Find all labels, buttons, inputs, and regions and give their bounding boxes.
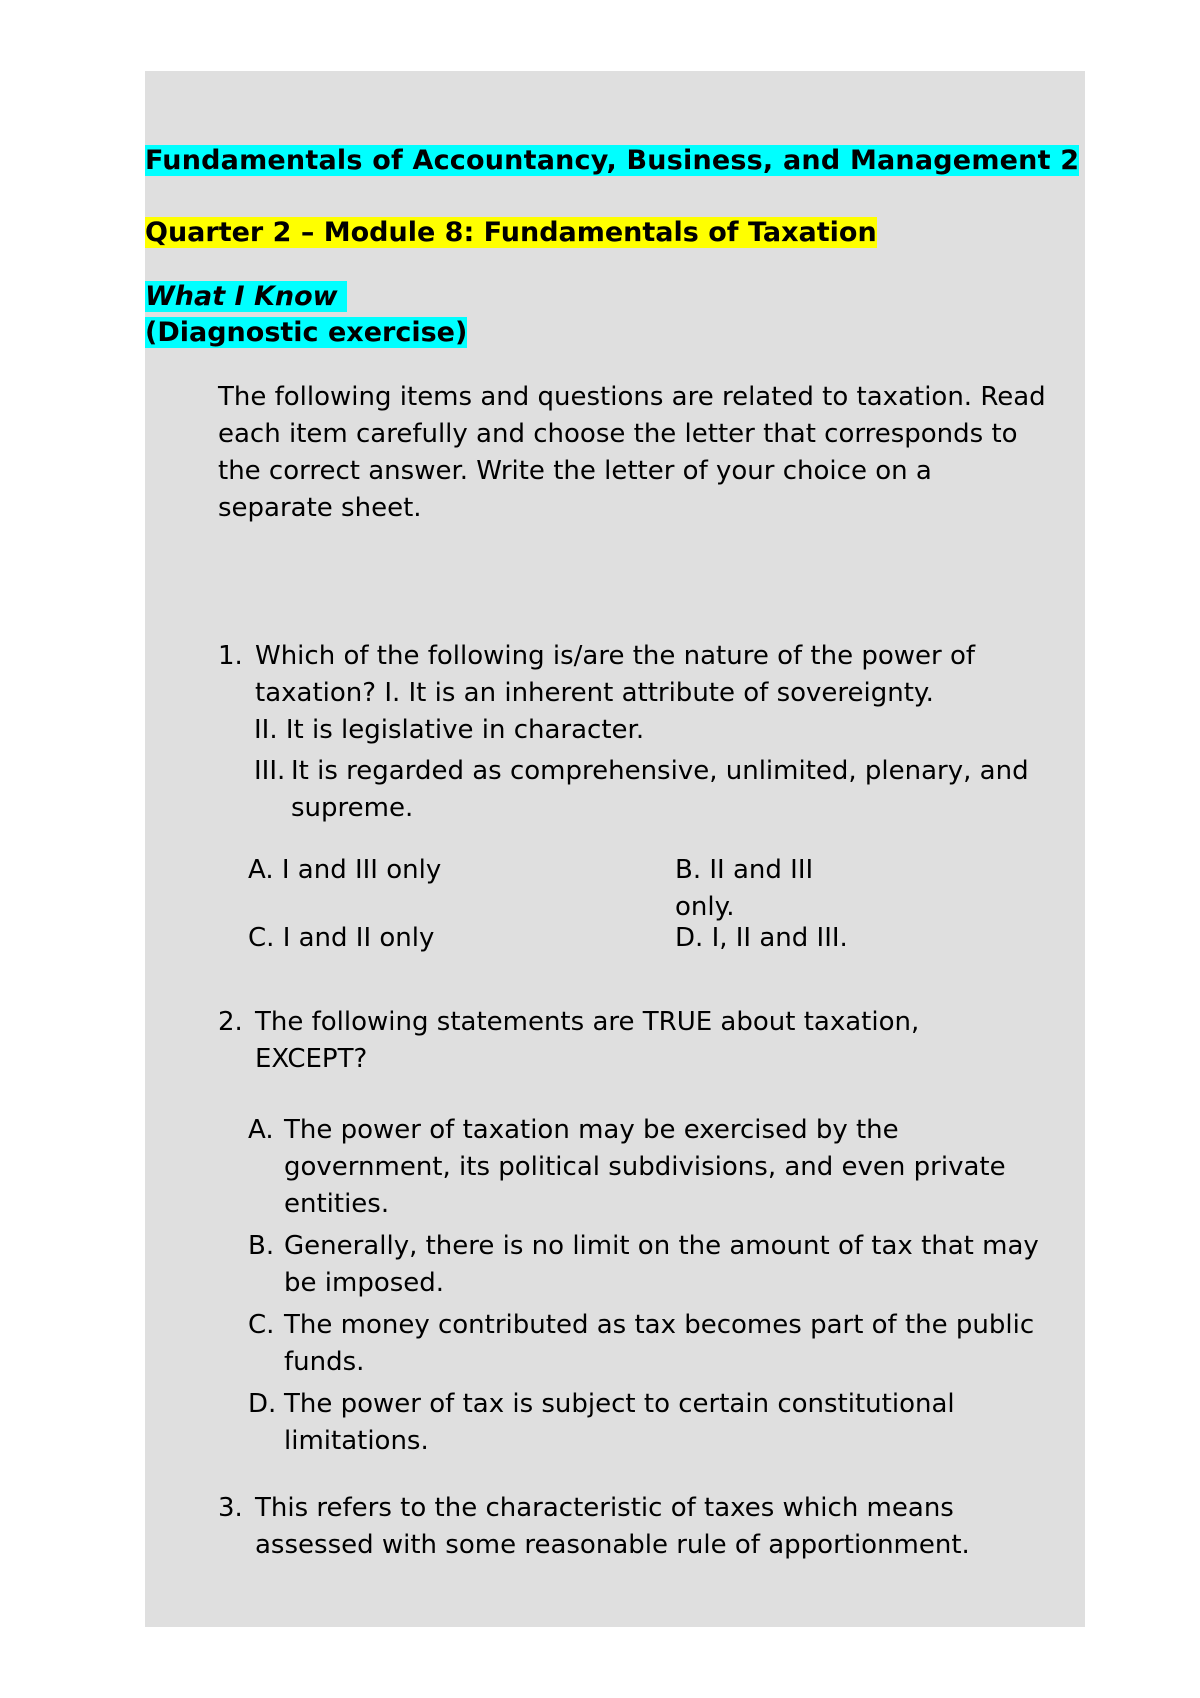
option-text: I, II and III. xyxy=(711,923,848,953)
statement-ii xyxy=(254,712,1044,749)
module-subtitle xyxy=(145,215,877,251)
document-title-text: Fundamentals of Accountancy, Business, and Management 2 xyxy=(145,145,1080,176)
q1-option-d[interactable] xyxy=(675,920,1035,957)
option-label: D. xyxy=(675,923,704,953)
q1-option-a[interactable] xyxy=(248,852,638,889)
option-text: I and III only xyxy=(281,855,442,885)
question-number: 2. xyxy=(218,1007,243,1037)
option-text: I and II only xyxy=(282,923,435,953)
q1-option-b[interactable] xyxy=(675,852,875,926)
instructions-paragraph: The following items and questions are related to taxation. Read each item carefully and choose the letter that corresponds to the correct answer. Write the letter of your choice on a separate sheet. xyxy=(218,382,1046,523)
option-text: Generally, there is no limit on the amount of tax that may be imposed. xyxy=(284,1231,1039,1298)
document-title xyxy=(145,143,1085,179)
question-text: This refers to the characteristic of taxes which means assessed with some reasonable rule of apportionment. xyxy=(255,1493,970,1560)
question-3 xyxy=(218,1490,1048,1564)
question-text: The following statements are TRUE about taxation, EXCEPT? xyxy=(255,1007,920,1074)
q2-option-a[interactable] xyxy=(248,1112,1038,1223)
q2-option-d[interactable] xyxy=(248,1386,1038,1460)
q2-option-b[interactable] xyxy=(248,1228,1048,1302)
section-heading: What I Know xyxy=(145,281,347,312)
document-page xyxy=(145,71,1085,1627)
statement-text: It is legislative in character. xyxy=(285,715,645,745)
option-label: B. xyxy=(248,1231,275,1261)
option-label: A. xyxy=(248,855,274,885)
option-text: The money contributed as tax becomes part of the public funds. xyxy=(284,1310,1035,1377)
option-text: II and III only. xyxy=(675,855,814,922)
option-text: The power of tax is subject to certain constitutional limitations. xyxy=(284,1389,955,1456)
question-text: Which of the following is/are the nature of the power of taxation? I. It is an inherent attribute of sovereignty. xyxy=(255,641,976,708)
question-number: 3. xyxy=(218,1493,243,1523)
q2-option-c[interactable] xyxy=(248,1307,1038,1381)
q1-option-c[interactable] xyxy=(248,920,638,957)
option-label: C. xyxy=(248,923,275,953)
option-label: A. xyxy=(248,1115,274,1145)
module-subtitle-text: Quarter 2 – Module 8: Fundamentals of Taxation xyxy=(145,217,877,248)
statement-label: III. xyxy=(254,756,286,786)
question-1 xyxy=(218,638,1048,712)
option-label: C. xyxy=(248,1310,275,1340)
statement-text: It is regarded as comprehensive, unlimited, plenary, and supreme. xyxy=(291,756,1029,823)
option-label: D. xyxy=(248,1389,277,1419)
section-subheading: (Diagnostic exercise) xyxy=(145,317,468,348)
question-number: 1. xyxy=(218,641,243,671)
statement-iii xyxy=(254,753,1044,827)
statement-label: II. xyxy=(254,715,278,745)
option-text: The power of taxation may be exercised by the government, its political subdivisions, and even private entities. xyxy=(284,1115,1006,1219)
option-label: B. xyxy=(675,855,702,885)
section-heading-block xyxy=(145,279,467,351)
question-2 xyxy=(218,1004,938,1078)
